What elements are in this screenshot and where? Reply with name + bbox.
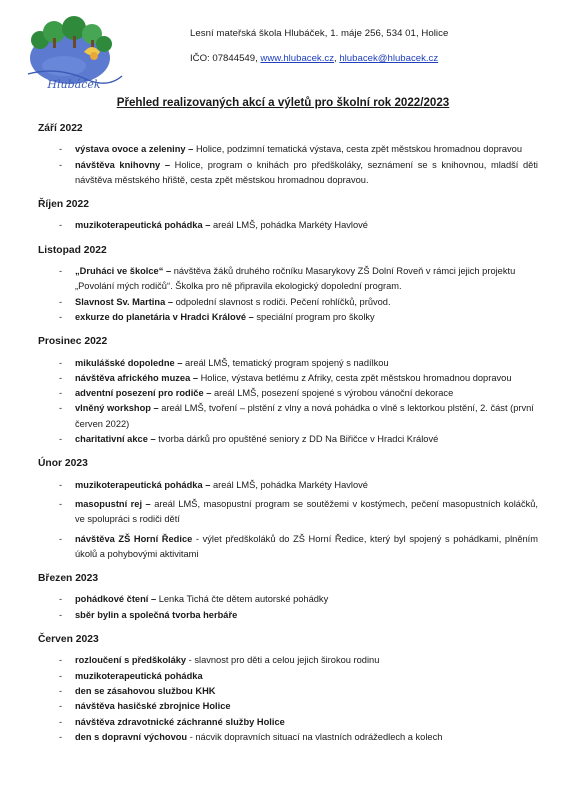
email-link[interactable]: hlubacek@hlubacek.cz bbox=[339, 53, 439, 64]
event-description: areál LMŠ, pohádka Markéty Havlové bbox=[210, 220, 368, 231]
list-item bbox=[38, 684, 538, 699]
event-description: Holice, výstava betlému z Afriky, cesta zpět městskou hromadnou dopravou bbox=[198, 372, 512, 383]
month-heading: Listopad 2022 bbox=[38, 244, 107, 256]
list-item bbox=[38, 497, 538, 528]
bullet-dash: - bbox=[59, 498, 63, 509]
event-name: výstava ovoce a zeleniny – bbox=[75, 144, 194, 155]
month-section-prosinec-2022 bbox=[38, 334, 538, 447]
event-name: mikulášské dopoledne – bbox=[75, 357, 183, 368]
event-description: Holice, program o knihách pro předškoláky, seznámení se s knihovnou, mladší děti návštěva městského hřiště, cesta zpět městskou hromadnou dopravou. bbox=[75, 159, 538, 185]
bullet-dash: - bbox=[59, 311, 63, 322]
event-list bbox=[38, 142, 538, 188]
list-item bbox=[38, 371, 538, 386]
month-section-brezen-2023 bbox=[38, 571, 538, 623]
event-description: tvorba dárků pro opuštěné seniory z DD Na Biřičce v Hradci Králové bbox=[155, 434, 439, 445]
event-list bbox=[38, 478, 538, 562]
event-name: muzikoterapeutická pohádka – bbox=[75, 479, 211, 490]
event-name: Slavnost Sv. Martina – bbox=[75, 296, 173, 307]
bullet-dash: - bbox=[59, 685, 63, 696]
month-heading: Červen 2023 bbox=[38, 634, 99, 646]
list-item bbox=[38, 532, 538, 563]
logo-text: Hlubáček bbox=[47, 78, 101, 91]
bullet-dash: - bbox=[59, 609, 63, 620]
month-section-unor-2023 bbox=[38, 456, 538, 562]
event-name: rozloučení s předškoláky bbox=[75, 655, 187, 666]
list-item bbox=[38, 310, 538, 325]
list-item bbox=[38, 295, 538, 310]
event-name: pohádkové čtení – bbox=[75, 594, 157, 605]
bullet-dash: - bbox=[59, 594, 63, 605]
bullet-dash: - bbox=[59, 220, 63, 231]
header-address: Lesní mateřská škola Hlubáček, 1. máje 256, 534 01, Holice bbox=[190, 28, 449, 39]
month-section-rijen-2022 bbox=[38, 197, 538, 234]
page-title: Přehled realizovaných akcí a výletů pro školní rok 2022/2023 bbox=[116, 96, 450, 109]
bullet-dash: - bbox=[59, 372, 63, 383]
month-section-zari-2022 bbox=[38, 121, 538, 188]
bullet-dash: - bbox=[59, 533, 63, 544]
event-name: muzikoterapeutická pohádka – bbox=[75, 220, 211, 231]
list-item bbox=[38, 608, 538, 623]
header-contacts bbox=[190, 53, 438, 64]
event-description: návštěva žáků druhého ročníku Masarykovy ZŠ Dolní Roveň v rámci jejich projektu „Povolání mých rodičů“. Školka pro ně připravila ekologický dopolední program. bbox=[75, 266, 516, 292]
event-list bbox=[38, 218, 538, 233]
bullet-dash: - bbox=[59, 388, 63, 399]
list-item bbox=[38, 142, 538, 157]
event-name: exkurze do planetária v Hradci Králové – bbox=[75, 311, 254, 322]
event-list bbox=[38, 653, 538, 745]
month-heading: Únor 2023 bbox=[38, 458, 88, 470]
event-description: areál LMŠ, pohádka Markéty Havlové bbox=[210, 479, 368, 490]
event-name: den se zásahovou službou KHK bbox=[75, 685, 216, 696]
school-logo bbox=[24, 14, 124, 94]
event-name: návštěva knihovny – bbox=[75, 159, 171, 170]
event-name: muzikoterapeutická pohádka bbox=[75, 670, 203, 681]
list-item bbox=[38, 432, 538, 447]
list-item bbox=[38, 218, 538, 233]
list-item bbox=[38, 730, 538, 745]
event-name: masopustní rej – bbox=[75, 498, 151, 509]
bullet-dash: - bbox=[59, 701, 63, 712]
list-item bbox=[38, 592, 538, 607]
month-heading: Září 2022 bbox=[38, 123, 83, 134]
bullet-dash: - bbox=[59, 716, 63, 727]
list-item bbox=[38, 158, 538, 189]
bullet-dash: - bbox=[59, 731, 63, 742]
event-description: - slavnost pro děti a celou jejich širokou rodinu bbox=[186, 655, 380, 666]
bullet-dash: - bbox=[59, 403, 63, 414]
event-name: vlněný workshop – bbox=[75, 403, 159, 414]
month-heading: Říjen 2022 bbox=[38, 199, 89, 211]
list-item bbox=[38, 715, 538, 730]
event-name: sběr bylin a společná tvorba herbáře bbox=[75, 609, 238, 620]
event-description: areál LMŠ, posezení spojené s výrobou vánoční dekorace bbox=[211, 388, 454, 399]
bullet-dash: - bbox=[59, 479, 63, 490]
event-description: areál LMŠ, masopustní program se soutěžemi v kostýmech, pečení masopustních koláčků, ve spolupráci s rodiči dětí bbox=[75, 498, 538, 525]
event-description: areál LMŠ, tematický program spojený s nadílkou bbox=[182, 357, 389, 368]
event-name: návštěva ZŠ Horní Ředice bbox=[75, 533, 193, 544]
event-description: Holice, podzimní tematická výstava, cesta zpět městskou hromadnou dopravou bbox=[193, 144, 523, 155]
month-section-cerven-2023 bbox=[38, 632, 538, 745]
list-item bbox=[38, 401, 538, 432]
event-list bbox=[38, 264, 538, 325]
event-name: návštěva zdravotnické záchranné služby Holice bbox=[75, 716, 285, 727]
bullet-dash: - bbox=[59, 296, 63, 307]
header-ico: IČO: 07844549, bbox=[190, 53, 261, 64]
event-description: - výlet předškoláků do ZŠ Horní Ředice, který byl spojený s pohádkami, plněním úkolů a pohybovými aktivitami bbox=[75, 533, 539, 559]
event-description: speciální program pro školky bbox=[253, 311, 375, 322]
bullet-dash: - bbox=[59, 670, 63, 681]
event-list bbox=[38, 592, 538, 623]
list-item bbox=[38, 356, 538, 371]
event-description: areál LMŠ, tvoření – plstění z vlny a nová pohádka o vlně s lektorkou plstění, 2. část (první červen 2022) bbox=[75, 403, 534, 429]
event-description: - nácvik dopravních situací na vlastních odrážedlech a kolech bbox=[187, 731, 443, 742]
list-item bbox=[38, 669, 538, 684]
event-name: návštěva hasičské zbrojnice Holice bbox=[75, 701, 231, 712]
bullet-dash: - bbox=[59, 144, 63, 155]
month-section-listopad-2022 bbox=[38, 243, 538, 325]
website-link[interactable]: www.hlubacek.cz bbox=[260, 53, 334, 64]
list-item bbox=[38, 699, 538, 714]
event-description: Lenka Tichá čte dětem autorské pohádky bbox=[156, 594, 329, 605]
event-name: návštěva afrického muzea – bbox=[75, 372, 198, 383]
bullet-dash: - bbox=[59, 159, 63, 170]
list-item bbox=[38, 478, 538, 493]
list-item bbox=[38, 653, 538, 668]
event-name: charitativní akce – bbox=[75, 434, 156, 445]
header-separator: , bbox=[334, 53, 340, 64]
event-description: odpolední slavnost s rodiči. Pečení rohlíčků, průvod. bbox=[173, 296, 391, 307]
event-name: adventní posezení pro rodiče – bbox=[75, 388, 212, 399]
event-name: „Druháci ve školce“ – bbox=[75, 266, 172, 277]
bullet-dash: - bbox=[59, 434, 63, 445]
month-heading: Březen 2023 bbox=[38, 573, 99, 585]
list-item bbox=[38, 386, 538, 401]
month-heading: Prosinec 2022 bbox=[38, 336, 108, 348]
list-item bbox=[38, 264, 538, 295]
bullet-dash: - bbox=[59, 357, 63, 368]
bullet-dash: - bbox=[59, 655, 63, 666]
events-list bbox=[38, 121, 538, 754]
bullet-dash: - bbox=[59, 266, 63, 277]
event-name: den s dopravní výchovou bbox=[75, 731, 188, 742]
event-list bbox=[38, 356, 538, 448]
